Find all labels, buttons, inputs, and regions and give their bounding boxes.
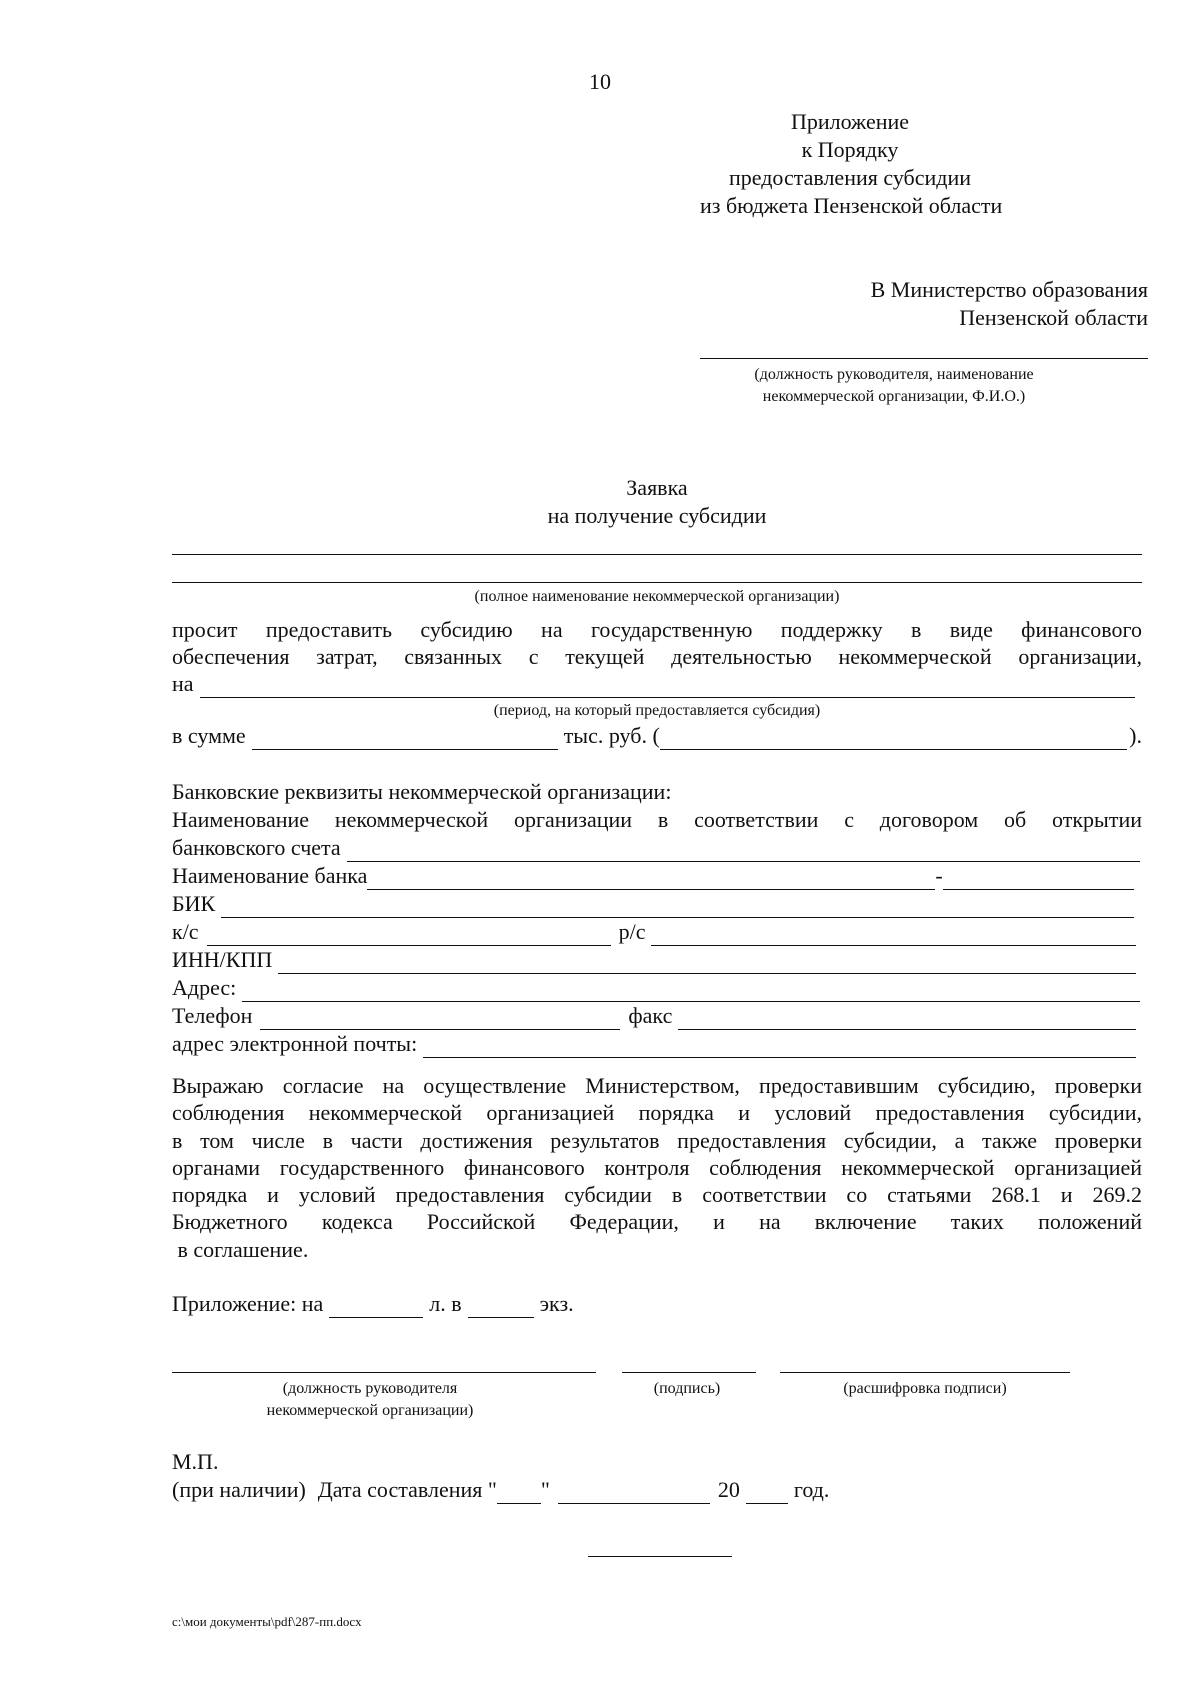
org-name-caption: (полное наименование некоммерческой организации): [474, 588, 840, 605]
attachment-sheets-label: л. в: [429, 1291, 462, 1316]
bik-row: [172, 890, 1136, 918]
bank-name-blank[interactable]: [367, 869, 935, 890]
org-name-blank-line-2[interactable]: [172, 582, 1142, 583]
decoding-caption: (расшифровка подписи): [843, 1380, 1007, 1397]
sum-words-blank[interactable]: [660, 729, 1127, 750]
rs-label: р/с: [618, 919, 646, 944]
bank-name-row: [172, 862, 1136, 890]
date-year-suffix: год.: [793, 1477, 830, 1502]
bank-name-dash: -: [935, 863, 943, 888]
request-paragraph: [172, 616, 1142, 671]
appendix-line-1: Приложение: [790, 109, 910, 134]
date-year-prefix: 20: [717, 1477, 740, 1502]
stamp-if-any: (при наличии): [172, 1477, 306, 1502]
bank-org-name-line-1: Наименование некоммерческой организации в соответствии с договором об открытии: [172, 807, 1142, 832]
signature-line[interactable]: [622, 1372, 756, 1373]
position-caption-2: некоммерческой организации): [266, 1402, 474, 1419]
sum-close: ).: [1129, 723, 1142, 748]
phone-label: Телефон: [172, 1003, 253, 1028]
addressee-caption-2: некоммерческой организации, Ф.И.О.): [762, 388, 1026, 405]
addressee-line-1: В Министерство образования: [870, 277, 1148, 302]
sum-unit-label: тыс. руб. (: [563, 723, 660, 748]
consent-line-3: в том числе в части достижения результатов предоставления субсидии, а также проверки: [172, 1127, 1142, 1153]
date-month-blank[interactable]: [558, 1483, 710, 1504]
period-row: [172, 670, 1137, 698]
email-label: адрес электронной почты:: [172, 1031, 418, 1056]
appendix-line-2: к Порядку: [801, 137, 899, 162]
period-label: на: [172, 671, 194, 696]
bank-org-name-text: [172, 806, 1142, 833]
bank-name-label: Наименование банка: [172, 863, 368, 888]
document-subtitle: на получение субсидии: [547, 503, 767, 528]
footer-file-path: c:\мои документы\pdf\287-пп.docx: [172, 1614, 362, 1629]
consent-line-4: органами государственного финансового контроля соблюдения некоммерческой организацией: [172, 1154, 1142, 1180]
fax-label: факс: [628, 1003, 673, 1028]
stamp-label: М.П.: [172, 1449, 219, 1474]
consent-line-2: соблюдения некоммерческой организацией порядка и условий предоставления субсидии,: [172, 1100, 1142, 1126]
bank-branch-blank[interactable]: [943, 869, 1134, 890]
org-name-blank-line-1[interactable]: [172, 554, 1142, 555]
signature-caption: (подпись): [653, 1380, 721, 1397]
sum-row: [172, 722, 1142, 750]
address-row: [172, 974, 1142, 1002]
request-line-1: просит предоставить субсидию на государственную поддержку в виде финансового: [172, 617, 1142, 642]
sum-number-blank[interactable]: [252, 729, 558, 750]
ks-blank[interactable]: [207, 925, 611, 946]
appendix-line-3: предоставления субсидии: [728, 165, 972, 190]
position-signature-line[interactable]: [172, 1372, 596, 1373]
ks-label: к/с: [172, 919, 199, 944]
page-number: 10: [589, 69, 611, 94]
attachment-sheets-blank[interactable]: [329, 1297, 423, 1318]
date-year-blank[interactable]: [746, 1483, 788, 1504]
attachment-label: Приложение: на: [172, 1291, 324, 1316]
attachment-row: [172, 1290, 574, 1318]
sum-label: в сумме: [172, 723, 246, 748]
inn-label: ИНН/КПП: [172, 947, 273, 972]
email-blank[interactable]: [423, 1037, 1136, 1058]
decoding-signature-line[interactable]: [780, 1372, 1070, 1373]
bik-label: БИК: [172, 891, 216, 916]
address-blank[interactable]: [242, 981, 1140, 1002]
attachment-copies-label: экз.: [539, 1291, 574, 1316]
rs-blank[interactable]: [651, 925, 1136, 946]
date-label: Дата составления ": [317, 1477, 497, 1502]
bank-account-blank[interactable]: [347, 841, 1140, 862]
date-row: [172, 1476, 829, 1504]
document-title: Заявка: [626, 475, 688, 500]
period-blank[interactable]: [200, 677, 1135, 698]
addressee-line-2: Пензенской области: [959, 305, 1148, 330]
consent-line-5: порядка и условий предоставления субсидии в соответствии со статьями 268.1 и 269.2: [172, 1182, 1142, 1208]
closing-separator: [588, 1556, 732, 1557]
appendix-line-4: из бюджета Пензенской области: [700, 193, 1003, 218]
address-label: Адрес:: [172, 975, 237, 1000]
date-quote: ": [540, 1477, 550, 1502]
consent-paragraph: [172, 1072, 1142, 1263]
addressee-caption-1: (должность руководителя, наименование: [754, 366, 1034, 383]
attachment-copies-blank[interactable]: [468, 1297, 534, 1318]
date-day-blank[interactable]: [497, 1483, 541, 1504]
consent-line-7: в соглашение.: [172, 1236, 309, 1262]
period-caption: (период, на который предоставляется субсидия): [493, 702, 821, 719]
position-caption-1: (должность руководителя: [282, 1380, 458, 1397]
accounts-row: [172, 918, 1138, 946]
phone-row: [172, 1002, 1138, 1030]
bank-account-row: [172, 834, 1142, 862]
inn-blank[interactable]: [278, 953, 1136, 974]
bank-heading: Банковские реквизиты некоммерческой организации:: [172, 779, 672, 804]
bik-blank[interactable]: [221, 897, 1134, 918]
email-row: [172, 1030, 1138, 1058]
consent-line-1: Выражаю согласие на осуществление Министерством, предоставившим субсидию, проверки: [172, 1073, 1142, 1098]
phone-blank[interactable]: [260, 1009, 620, 1030]
bank-account-label: банковского счета: [172, 835, 341, 860]
consent-line-6: Бюджетного кодекса Российской Федерации, и на включение таких положений: [172, 1209, 1142, 1235]
request-line-2: обеспечения затрат, связанных с текущей деятельностью некоммерческой организации,: [172, 644, 1142, 670]
inn-row: [172, 946, 1138, 974]
fax-blank[interactable]: [678, 1009, 1136, 1030]
addressee-blank-line[interactable]: [700, 358, 1148, 359]
